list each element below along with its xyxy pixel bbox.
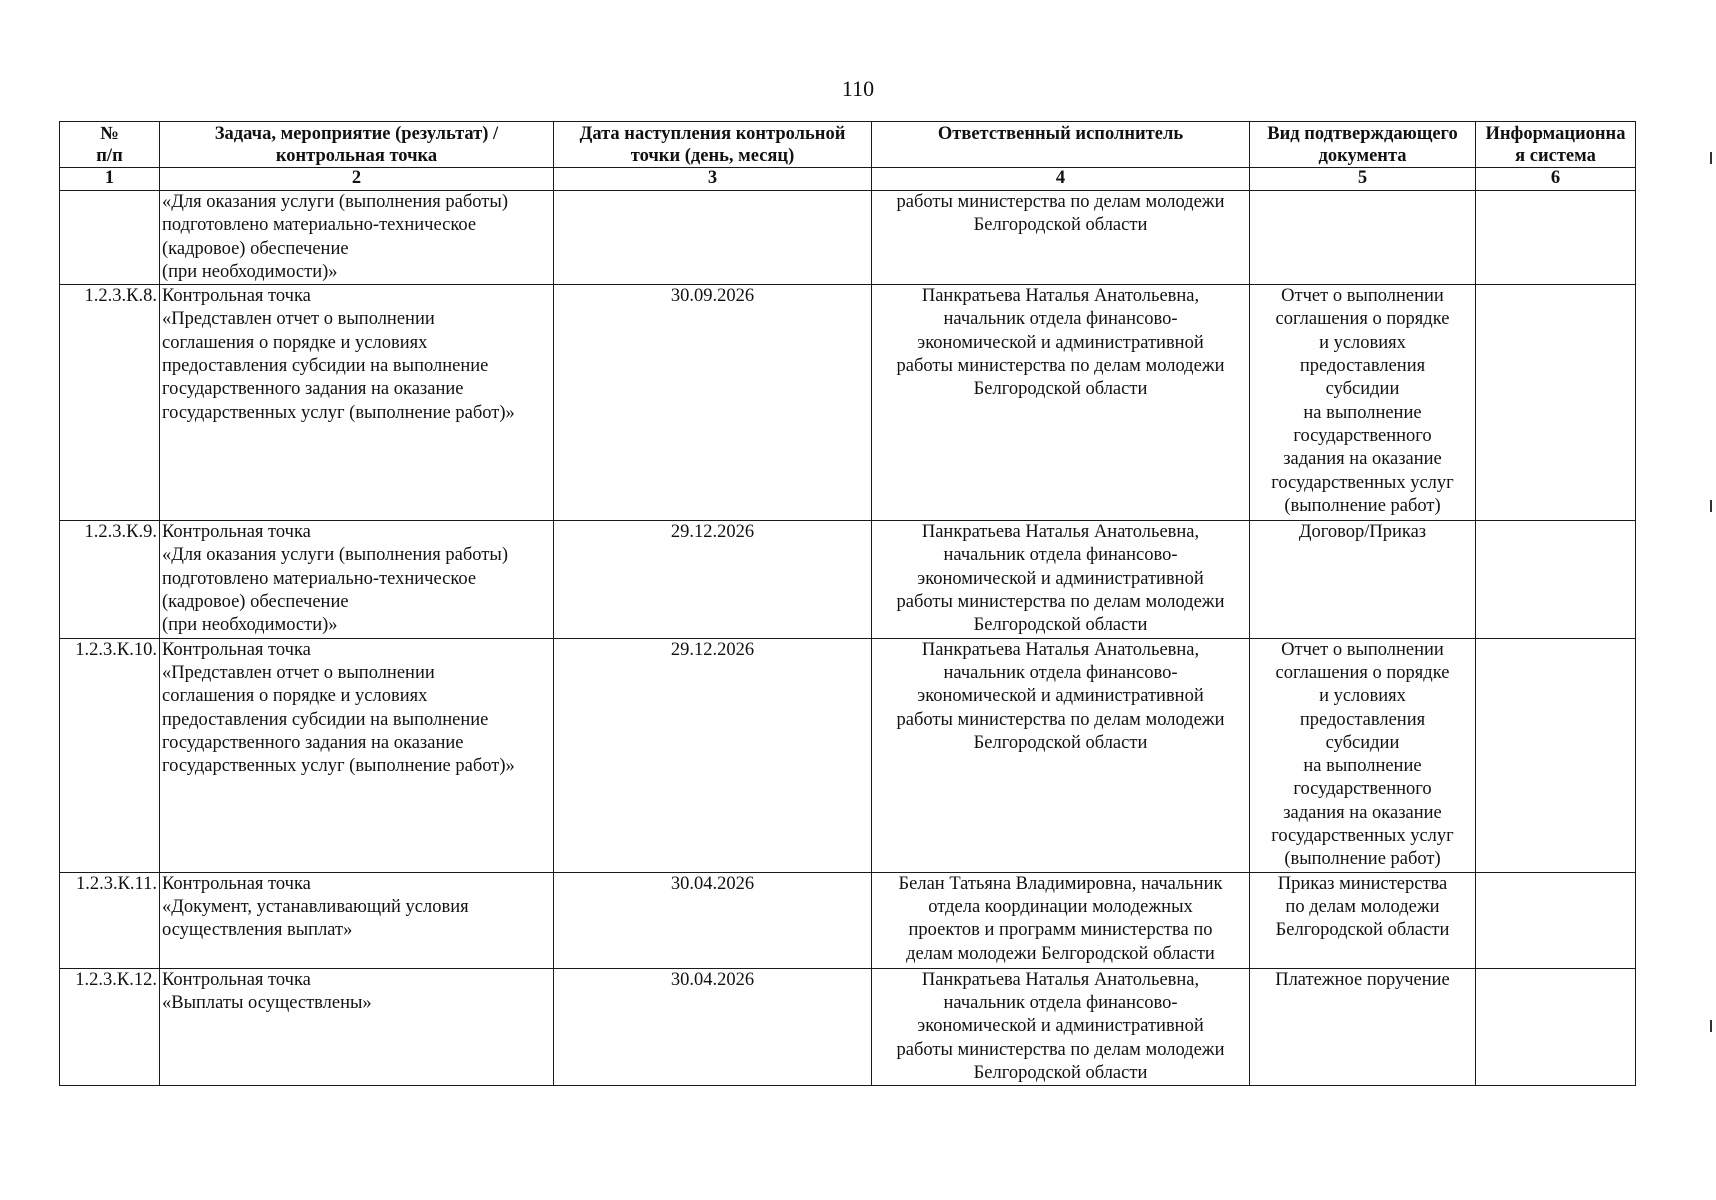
margin-mark xyxy=(1710,500,1712,512)
text-line: государственных услуг (выполнение работ)» xyxy=(162,402,515,423)
confirming-document xyxy=(1250,872,1476,968)
text-line: документа xyxy=(1318,146,1407,166)
text-line: Белгородской области xyxy=(973,615,1148,636)
text-line: (выполнение работ) xyxy=(1284,495,1441,516)
task-description xyxy=(160,872,554,968)
text-line: Белгородской области xyxy=(973,215,1148,236)
text-line: Ответственный исполнитель xyxy=(937,124,1184,144)
text-line: Информационна xyxy=(1485,124,1626,144)
text-line: соглашения о порядке xyxy=(1275,309,1450,330)
control-date: 30.09.2026 xyxy=(554,285,872,521)
text-line: работы министерства по делам молодежи xyxy=(896,709,1225,730)
text-line: и условиях xyxy=(1319,686,1406,707)
responsible-executor xyxy=(872,638,1250,872)
text-line: предоставления субсидии на выполнение xyxy=(162,356,489,377)
margin-mark xyxy=(1710,1020,1712,1032)
table-row xyxy=(60,521,1636,638)
text-line: и условиях xyxy=(1319,332,1406,353)
text-line: Отчет о выполнении xyxy=(1281,639,1444,660)
control-date: 29.12.2026 xyxy=(554,521,872,638)
task-description xyxy=(160,191,554,285)
text-line: Дата наступления контрольной xyxy=(579,124,846,144)
text-line: подготовлено материально-техническое xyxy=(162,215,477,236)
text-line: Панкратьева Наталья Анатольевна, xyxy=(921,286,1200,307)
information-system xyxy=(1476,191,1636,285)
text-line: Белан Татьяна Владимировна, начальник xyxy=(898,873,1223,894)
table-row xyxy=(60,285,1636,521)
task-description xyxy=(160,521,554,638)
column-number: 6 xyxy=(1476,168,1636,191)
header-cell-document xyxy=(1250,122,1476,168)
header-cell-num xyxy=(60,122,160,168)
text-line: Приказ министерства xyxy=(1277,873,1448,894)
text-line: (выполнение работ) xyxy=(1284,849,1441,870)
confirming-document xyxy=(1250,968,1476,1085)
text-line: проектов и программ министерства по xyxy=(908,920,1213,941)
text-line: «Представлен отчет о выполнении xyxy=(162,662,435,683)
text-line: задания на оказание xyxy=(1283,802,1442,823)
control-date xyxy=(554,191,872,285)
text-line: Платежное поручение xyxy=(1275,969,1450,990)
text-line: начальник отдела финансово- xyxy=(943,309,1178,330)
text-line: государственного xyxy=(1293,779,1432,800)
text-line: № xyxy=(100,124,119,144)
information-system xyxy=(1476,968,1636,1085)
information-system xyxy=(1476,521,1636,638)
task-description xyxy=(160,285,554,521)
text-line: субсидии xyxy=(1325,732,1400,753)
text-line: работы министерства по делам молодежи xyxy=(896,192,1225,212)
text-line: на выполнение xyxy=(1303,402,1422,423)
control-date: 30.04.2026 xyxy=(554,968,872,1085)
text-line: «Для оказания услуги (выполнения работы) xyxy=(162,192,508,212)
text-line: экономической и административной xyxy=(917,686,1204,707)
task-description xyxy=(160,968,554,1085)
text-line: начальник отдела финансово- xyxy=(943,545,1178,566)
text-line: осуществления выплат» xyxy=(162,920,353,941)
header-cell-date xyxy=(554,122,872,168)
confirming-document xyxy=(1250,285,1476,521)
text-line: соглашения о порядке xyxy=(1275,662,1450,683)
task-description xyxy=(160,638,554,872)
control-date: 30.04.2026 xyxy=(554,872,872,968)
text-line: предоставления субсидии на выполнение xyxy=(162,709,489,730)
text-line: работы министерства по делам молодежи xyxy=(896,356,1225,377)
text-line: контрольная точка xyxy=(275,146,438,166)
text-line: задания на оказание xyxy=(1283,449,1442,470)
text-line: подготовлено материально-техническое xyxy=(162,568,477,589)
responsible-executor xyxy=(872,285,1250,521)
confirming-document xyxy=(1250,638,1476,872)
information-system xyxy=(1476,638,1636,872)
text-line: соглашения о порядке и условиях xyxy=(162,686,428,707)
text-line: Задача, мероприятие (результат) / xyxy=(214,124,499,144)
text-line: п/п xyxy=(96,146,123,166)
text-line: предоставления xyxy=(1299,356,1426,377)
row-number: 1.2.3.К.11. xyxy=(60,872,160,968)
text-line: Контрольная точка xyxy=(162,286,311,307)
text-line: точки (день, месяц) xyxy=(630,146,795,166)
table-row xyxy=(60,191,1636,285)
header-cell-executor xyxy=(872,122,1250,168)
control-points-table xyxy=(59,121,1636,1086)
column-number: 5 xyxy=(1250,168,1476,191)
control-date: 29.12.2026 xyxy=(554,638,872,872)
column-number: 2 xyxy=(160,168,554,191)
text-line: соглашения о порядке и условиях xyxy=(162,332,428,353)
text-line: государственных услуг xyxy=(1271,472,1454,493)
row-number: 1.2.3.К.12. xyxy=(60,968,160,1085)
text-line: делам молодежи Белгородской области xyxy=(906,943,1215,964)
text-line: экономической и административной xyxy=(917,1016,1204,1037)
text-line: начальник отдела финансово- xyxy=(943,992,1178,1013)
text-line: работы министерства по делам молодежи xyxy=(896,1039,1225,1060)
column-number-row xyxy=(60,168,1636,191)
text-line: (кадровое) обеспечение xyxy=(162,592,349,613)
text-line: Белгородской области xyxy=(973,1062,1148,1083)
table-row xyxy=(60,638,1636,872)
responsible-executor xyxy=(872,968,1250,1085)
page-number: 110 xyxy=(841,76,875,101)
confirming-document xyxy=(1250,521,1476,638)
text-line: государственного задания на оказание xyxy=(162,379,464,400)
text-line: Панкратьева Наталья Анатольевна, xyxy=(921,639,1200,660)
text-line: государственного xyxy=(1293,425,1432,446)
header-cell-task xyxy=(160,122,554,168)
text-line: Контрольная точка xyxy=(162,639,311,660)
text-line: «Выплаты осуществлены» xyxy=(162,992,372,1013)
text-line: (при необходимости)» xyxy=(162,261,338,282)
confirming-document xyxy=(1250,191,1476,285)
text-line: Белгородской области xyxy=(973,732,1148,753)
text-line: субсидии xyxy=(1325,379,1400,400)
text-line: отдела координации молодежных xyxy=(928,896,1193,917)
responsible-executor xyxy=(872,872,1250,968)
text-line: Договор/Приказ xyxy=(1298,522,1427,543)
row-number: 1.2.3.К.8. xyxy=(60,285,160,521)
text-line: работы министерства по делам молодежи xyxy=(896,592,1225,613)
text-line: «Для оказания услуги (выполнения работы) xyxy=(162,545,508,566)
text-line: экономической и административной xyxy=(917,568,1204,589)
header-cell-system xyxy=(1476,122,1636,168)
text-line: Белгородской области xyxy=(973,379,1148,400)
text-line: Контрольная точка xyxy=(162,969,311,990)
text-line: (при необходимости)» xyxy=(162,615,338,636)
column-number: 4 xyxy=(872,168,1250,191)
table-row xyxy=(60,968,1636,1085)
margin-mark xyxy=(1710,152,1712,164)
column-number: 3 xyxy=(554,168,872,191)
row-number: 1.2.3.К.10. xyxy=(60,638,160,872)
text-line: государственных услуг (выполнение работ)» xyxy=(162,756,515,777)
text-line: я система xyxy=(1515,146,1596,166)
responsible-executor xyxy=(872,191,1250,285)
table-row xyxy=(60,872,1636,968)
text-line: по делам молодежи xyxy=(1285,896,1440,917)
row-number xyxy=(60,191,160,285)
text-line: «Представлен отчет о выполнении xyxy=(162,309,435,330)
text-line: экономической и административной xyxy=(917,332,1204,353)
information-system xyxy=(1476,285,1636,521)
responsible-executor xyxy=(872,521,1250,638)
text-line: Панкратьева Наталья Анатольевна, xyxy=(921,522,1200,543)
text-line: начальник отдела финансово- xyxy=(943,662,1178,683)
text-line: государственного задания на оказание xyxy=(162,732,464,753)
text-line: на выполнение xyxy=(1303,756,1422,777)
header-row xyxy=(60,122,1636,168)
text-line: Панкратьева Наталья Анатольевна, xyxy=(921,969,1200,990)
text-line: Белгородской области xyxy=(1275,920,1450,941)
information-system xyxy=(1476,872,1636,968)
text-line: Вид подтверждающего xyxy=(1267,124,1458,144)
row-number: 1.2.3.К.9. xyxy=(60,521,160,638)
column-number: 1 xyxy=(60,168,160,191)
text-line: Отчет о выполнении xyxy=(1281,286,1444,307)
text-line: (кадровое) обеспечение xyxy=(162,238,349,259)
text-line: Контрольная точка xyxy=(162,522,311,543)
text-line: государственных услуг xyxy=(1271,826,1454,847)
text-line: Контрольная точка xyxy=(162,873,311,894)
text-line: предоставления xyxy=(1299,709,1426,730)
text-line: «Документ, устанавливающий условия xyxy=(162,896,469,917)
